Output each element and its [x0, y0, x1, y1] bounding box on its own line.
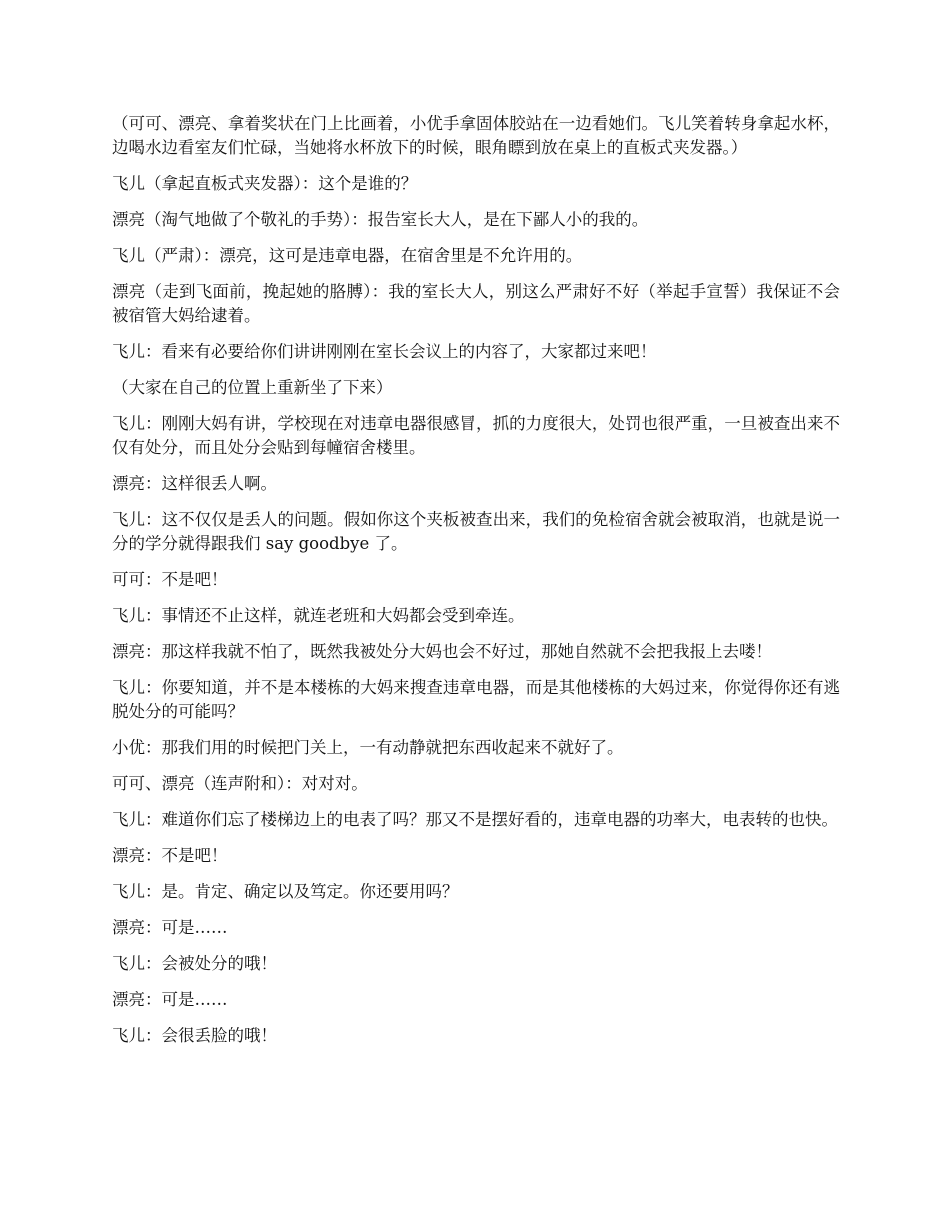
dialogue-line: 漂亮（走到飞面前，挽起她的胳膊）：我的室长大人，别这么严肃好不好（举起手宣誓）我保证不会被宿管大妈给逮着。	[112, 282, 840, 325]
script-body	[112, 112, 840, 1060]
dialogue-line: 飞儿：难道你们忘了楼梯边上的电表了吗？那又不是摆好看的，违章电器的功率大，电表转的也快。	[112, 810, 838, 829]
dialogue-line: 飞儿：看来有必要给你们讲讲刚刚在室长会议上的内容了，大家都过来吧！	[112, 342, 657, 361]
dialogue-line: 漂亮：那这样我就不怕了，既然我被处分大妈也会不好过，那她自然就不会把我报上去喽！	[112, 642, 772, 661]
dialogue-line: 漂亮：这样很丢人啊。	[112, 474, 277, 493]
dialogue-line: 漂亮：可是……	[112, 918, 228, 937]
dialogue-line: 漂亮（淘气地做了个敬礼的手势）：报告室长大人，是在下鄙人小的我的。	[112, 210, 649, 229]
dialogue-line: 飞儿（严肃）：漂亮，这可是违章电器，在宿舍里是不允许用的。	[112, 246, 583, 265]
dialogue-line: 飞儿：是。肯定、确定以及笃定。你还要用吗？	[112, 882, 459, 901]
stage-direction: （大家在自己的位置上重新坐了下来）	[112, 378, 393, 397]
dialogue-line: 飞儿：刚刚大妈有讲，学校现在对违章电器很感冒，抓的力度很大，处罚也很严重，一旦被查出来不仅有处分，而且处分会贴到每幢宿舍楼里。	[112, 414, 840, 457]
dialogue-line: 可可：不是吧！	[112, 570, 228, 589]
dialogue-line: 可可、漂亮（连声附和）：对对对。	[112, 774, 368, 793]
stage-direction: （可可、漂亮、拿着奖状在门上比画着，小优手拿固体胶站在一边看她们。飞儿笑着转身拿起水杯，边喝水边看室友们忙碌，当她将水杯放下的时候，眼角瞟到放在桌上的直板式夹发器。）	[112, 114, 840, 157]
dialogue-line: 飞儿：你要知道，并不是本楼栋的大妈来搜查违章电器，而是其他楼栋的大妈过来，你觉得你还有逃脱处分的可能吗？	[112, 678, 840, 721]
dialogue-line: 飞儿：会很丢脸的哦！	[112, 1026, 277, 1045]
dialogue-line: 漂亮：可是……	[112, 990, 228, 1009]
dialogue-line: 小优：那我们用的时候把门关上，一有动静就把东西收起来不就好了。	[112, 738, 624, 757]
dialogue-line: 飞儿：这不仅仅是丢人的问题。假如你这个夹板被查出来，我们的免检宿舍就会被取消，也就是说一分的学分就得跟我们 say goodbye 了。	[112, 510, 840, 553]
dialogue-line: 飞儿：会被处分的哦！	[112, 954, 277, 973]
dialogue-line: 飞儿（拿起直板式夹发器）：这个是谁的？	[112, 174, 418, 193]
dialogue-line: 漂亮：不是吧！	[112, 846, 228, 865]
dialogue-line: 飞儿：事情还不止这样，就连老班和大妈都会受到牵连。	[112, 606, 525, 625]
